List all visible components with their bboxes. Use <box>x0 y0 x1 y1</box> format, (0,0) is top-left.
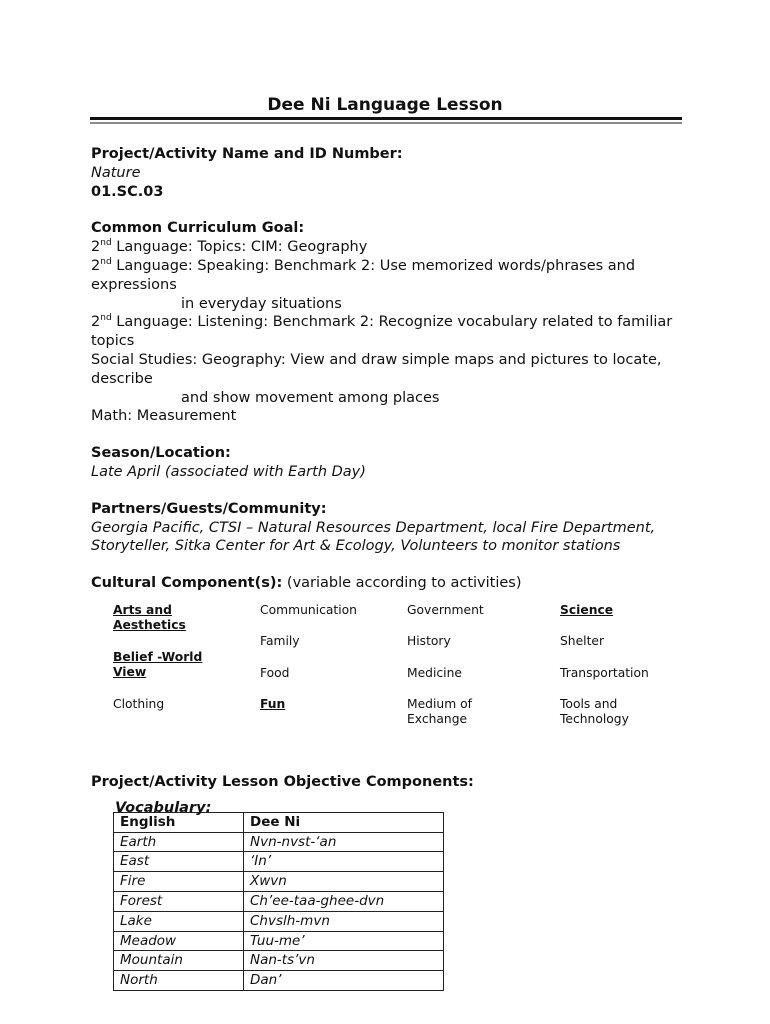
cultural-item <box>260 697 285 713</box>
vocabulary-body <box>114 832 444 990</box>
cultural-item-label: Fun <box>260 696 286 711</box>
curriculum-line-continuation: in everyday situations <box>181 295 342 312</box>
cultural-item-label: Transportation <box>560 665 649 680</box>
cultural-item-label: Tools and Technology <box>560 696 629 727</box>
lesson-content <box>91 145 691 991</box>
table-row <box>114 911 444 931</box>
dee-ni-cell: Xwvn <box>244 872 444 892</box>
curriculum-heading: Common Curriculum Goal: <box>91 220 305 237</box>
cultural-item <box>560 697 629 728</box>
dee-ni-cell: Ch’ee-taa-ghee-dvn <box>244 891 444 911</box>
partners-line: Georgia Pacific, CTSI – Natural Resources Department, local Fire Department, <box>91 519 656 536</box>
table-row <box>114 931 444 951</box>
project-heading: Project/Activity Name and ID Number: <box>91 146 403 162</box>
cultural-item <box>113 650 202 681</box>
cultural-item-label: Communication <box>260 602 357 617</box>
english-cell: East <box>114 852 244 872</box>
cultural-item <box>260 634 300 650</box>
partners-heading: Partners/Guests/Community: <box>91 500 327 517</box>
cultural-item-label: Government <box>407 602 484 617</box>
cultural-item <box>260 666 290 682</box>
page-title: Dee Ni Language Lesson <box>267 95 503 115</box>
table-row <box>114 971 444 991</box>
dee-ni-cell: Tuu-me’ <box>244 931 444 951</box>
table-header-row <box>114 812 444 832</box>
curriculum-line-continuation: and show movement among places <box>181 389 440 406</box>
curriculum-line: 2nd Language: Topics: CIM: Geography <box>91 238 368 256</box>
season-section <box>91 444 691 482</box>
curriculum-line: 2nd Language: Speaking: Benchmark 2: Use memorized words/phrases and expressions <box>91 256 636 293</box>
column-header-dee-ni: Dee Ni <box>244 812 444 832</box>
cultural-item <box>560 634 604 650</box>
table-row <box>114 891 444 911</box>
cultural-item <box>113 603 186 634</box>
table-row <box>114 951 444 971</box>
cultural-item-label: Medicine <box>407 665 462 680</box>
dee-ni-cell: Nan-ts’vn <box>244 951 444 971</box>
cultural-item-label: Science <box>560 602 614 617</box>
cultural-item <box>407 697 472 728</box>
column-header-english: English <box>114 812 244 832</box>
table-row <box>114 832 444 852</box>
season-heading: Season/Location: <box>91 445 231 462</box>
curriculum-line: Social Studies: Geography: View and draw simple maps and pictures to locate, describe <box>91 351 662 387</box>
cultural-item-label: Shelter <box>560 633 605 648</box>
cultural-item-label: Food <box>260 665 290 680</box>
vocabulary-title: Vocabulary: <box>115 799 212 816</box>
cultural-note: (variable according to activities) <box>282 575 522 592</box>
dee-ni-cell: ‘In’ <box>244 852 444 872</box>
cultural-item <box>407 634 451 650</box>
curriculum-line: 2nd Language: Listening: Benchmark 2: Recognize vocabulary related to familiar topics <box>91 313 673 350</box>
cultural-item <box>560 603 613 619</box>
cultural-item <box>407 603 484 619</box>
cultural-item <box>113 697 164 713</box>
english-cell: Meadow <box>114 931 244 951</box>
cultural-components-grid <box>91 603 691 743</box>
english-cell: Fire <box>114 872 244 892</box>
curriculum-line: Math: Measurement <box>91 408 237 425</box>
partners-line: Storyteller, Sitka Center for Art & Ecology, Volunteers to monitor stations <box>91 538 621 555</box>
dee-ni-cell: Chvslh-mvn <box>244 911 444 931</box>
cultural-item-label: Belief -World View <box>113 649 203 680</box>
partners-section <box>91 500 691 556</box>
dee-ni-cell: Nvn-nvst-‘an <box>244 832 444 852</box>
english-cell: Lake <box>114 911 244 931</box>
cultural-item-label: Medium of Exchange <box>407 696 472 727</box>
cultural-item-label: History <box>407 633 451 648</box>
cultural-heading-row <box>91 574 691 593</box>
project-section <box>91 145 691 201</box>
dee-ni-cell: Dan’ <box>244 971 444 991</box>
objective-heading: Project/Activity Lesson Objective Components: <box>91 773 474 790</box>
table-row <box>114 872 444 892</box>
english-cell: Forest <box>114 891 244 911</box>
cultural-item <box>407 666 462 682</box>
cultural-item <box>260 603 357 619</box>
curriculum-section <box>91 219 691 426</box>
english-cell: Earth <box>114 832 244 852</box>
cultural-heading: Cultural Component(s): <box>91 575 283 592</box>
title-rule-thick <box>90 117 682 120</box>
cultural-item-label: Arts and Aesthetics <box>113 602 186 633</box>
vocabulary-table <box>113 812 444 991</box>
cultural-item <box>560 666 649 682</box>
table-row <box>114 852 444 872</box>
english-cell: North <box>114 971 244 991</box>
title-rule-thin <box>90 122 682 124</box>
project-name: Nature <box>91 164 141 181</box>
english-cell: Mountain <box>114 951 244 971</box>
cultural-item-label: Clothing <box>113 696 165 711</box>
project-id: 01.SC.03 <box>91 183 164 200</box>
season-value: Late April (associated with Earth Day) <box>91 463 366 480</box>
cultural-item-label: Family <box>260 633 300 648</box>
objective-section <box>91 773 691 991</box>
